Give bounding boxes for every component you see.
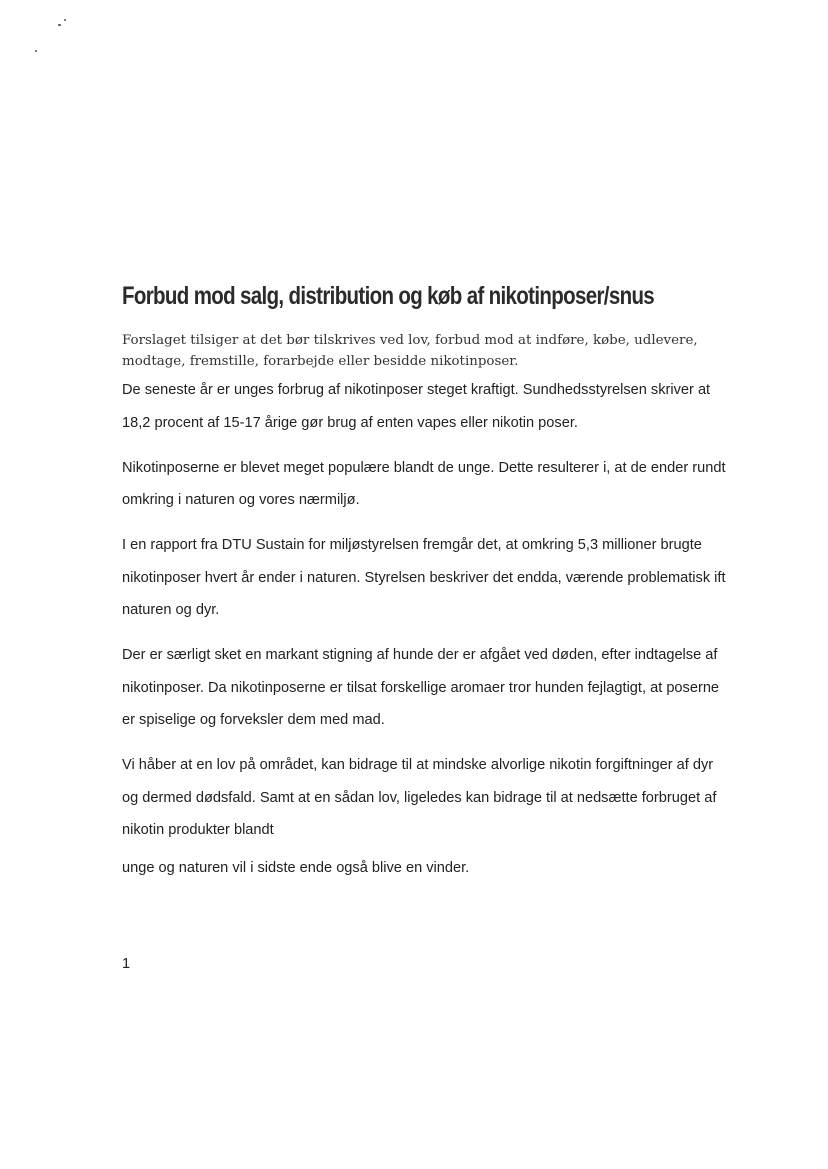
page-number: 1 — [122, 956, 131, 972]
document-title: Forbud mod salg, distribution og køb af nikotinposer/snus — [122, 282, 655, 310]
body-paragraph: unge og naturen vil i sidste ende også blive en vinder. — [122, 859, 470, 876]
document-page — [122, 279, 732, 884]
lead-paragraph: Forslaget tilsiger at det bør tilskrives ved lov, forbud mod at indføre, købe, udlevere, modtage, fremstille, forarbejde eller besidde nikotinposer. — [122, 333, 698, 369]
scan-speck — [64, 19, 66, 21]
body-paragraph: I en rapport fra DTU Sustain for miljøstyrelsen fremgår det, at omkring 5,3 millioner brugte nikotinposer hvert år ender i naturen. Styrelsen beskriver det endda, værende problematisk ift naturen og dyr. — [122, 537, 726, 618]
scan-speck — [35, 50, 37, 52]
body-paragraph: De seneste år er unges forbrug af nikotinposer steget kraftigt. Sundhedsstyrelsen skriver at 18,2 procent af 15-17 årige gør brug af enten vapes eller nikotin poser. — [122, 382, 711, 431]
body-paragraph: Nikotinposerne er blevet meget populære blandt de unge. Dette resulterer i, at de ender rundt omkring i naturen og vores nærmiljø. — [122, 459, 726, 508]
body-paragraph: Der er særligt sket en markant stigning af hunde der er afgået ved døden, efter indtagelse af nikotinposer. Da nikotinposerne er tilsat forskellige aromaer tror hunden fejlagtigt, at poserne er spiselige og forveksler dem med mad. — [122, 647, 720, 728]
scan-speck — [58, 24, 61, 26]
body-paragraph: Vi håber at en lov på området, kan bidrage til at mindske alvorlige nikotin forgiftninger af dyr og dermed dødsfald. Samt at en sådan lov, ligeledes kan bidrage til at nedsætte forbruget af nikotin produkter blandt — [122, 757, 717, 838]
